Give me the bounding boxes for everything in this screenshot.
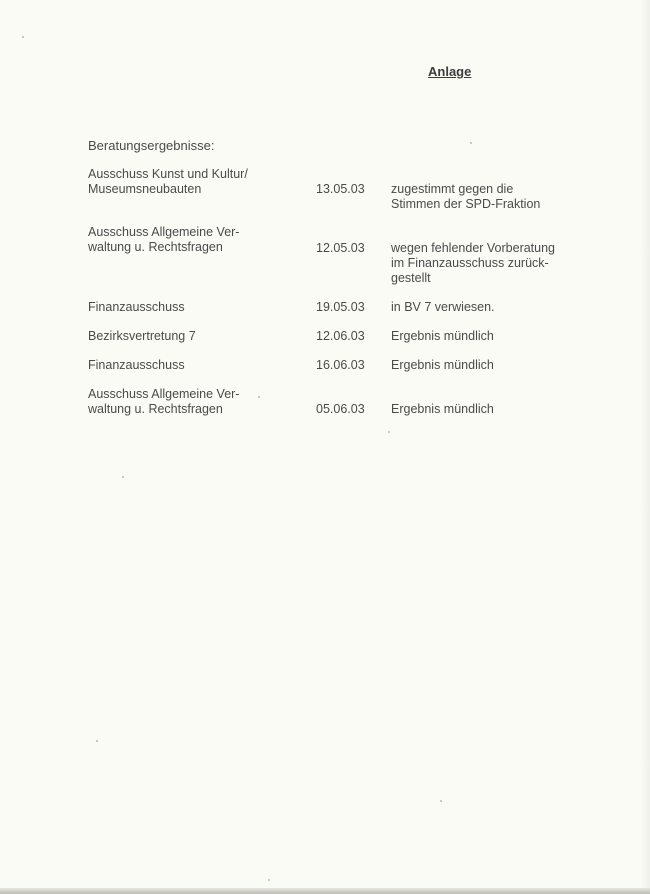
result-text: Ergebnis mündlich: [391, 358, 494, 372]
committee-name: Finanzausschuss: [88, 300, 185, 314]
result-text: zugestimmt gegen die Stimmen der SPD-Fraktion: [391, 182, 541, 211]
committee-name: Finanzausschuss: [88, 358, 185, 372]
page-edge-shadow: [640, 0, 650, 894]
annex-label: Anlage: [428, 64, 472, 79]
committee-name: Ausschuss Allgemeine Ver- waltung u. Rechtsfragen: [88, 387, 240, 416]
committee-name: Bezirksvertretung 7: [88, 329, 196, 343]
meeting-date: 12.05.03: [316, 241, 365, 255]
meeting-date: 16.06.03: [316, 358, 365, 372]
scan-speck: [268, 879, 270, 881]
result-text: Ergebnis mündlich: [391, 329, 494, 343]
page-bottom-edge: [0, 888, 650, 894]
scan-speck: [388, 431, 390, 433]
result-text: in BV 7 verwiesen.: [391, 300, 495, 314]
committee-name: Ausschuss Kunst und Kultur/ Museumsneubauten: [88, 167, 248, 196]
section-heading: Beratungsergebnisse:: [88, 138, 215, 153]
meeting-date: 19.05.03: [316, 300, 365, 314]
meeting-date: 05.06.03: [316, 402, 365, 416]
scan-speck: [122, 476, 124, 478]
meeting-date: 13.05.03: [316, 182, 365, 196]
result-text: Ergebnis mündlich: [391, 402, 494, 416]
scan-speck: [258, 396, 260, 398]
committee-name: Ausschuss Allgemeine Ver- waltung u. Rechtsfragen: [88, 225, 240, 254]
scan-speck: [96, 740, 98, 742]
scan-speck: [440, 800, 442, 802]
meeting-date: 12.06.03: [316, 329, 365, 343]
scan-speck: [470, 142, 472, 144]
scan-speck: [22, 36, 24, 38]
result-text: wegen fehlender Vorberatung im Finanzausschuss zurück- gestellt: [391, 241, 556, 285]
